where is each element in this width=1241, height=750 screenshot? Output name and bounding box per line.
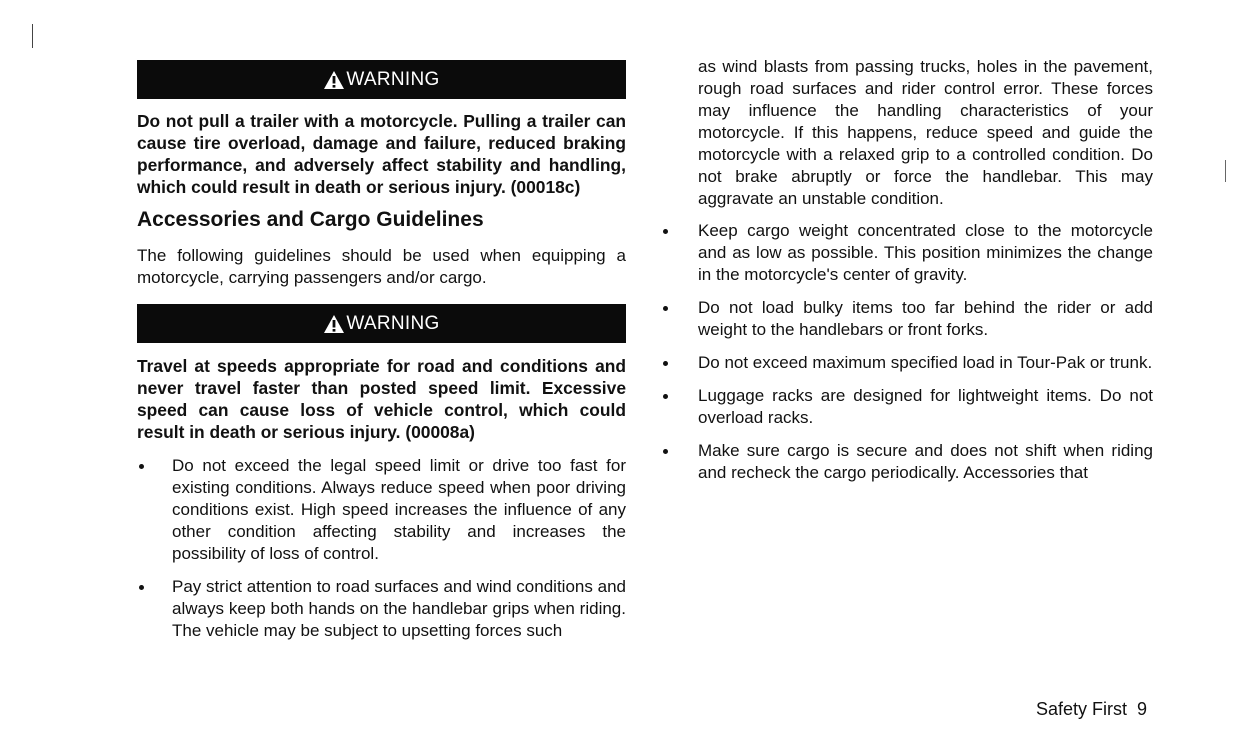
warning-block bbox=[137, 304, 626, 443]
warning-label: WARNING bbox=[346, 68, 440, 90]
bullet-icon bbox=[663, 361, 668, 366]
page-edge-mark bbox=[32, 24, 33, 48]
page-number: 9 bbox=[1137, 699, 1148, 719]
warning-triangle-icon bbox=[323, 314, 345, 334]
list-item-text: Do not load bulky items too far behind the rider or add weight to the handlebars or front forks. bbox=[698, 298, 1153, 339]
warning-banner bbox=[137, 60, 626, 99]
list-item-text: Keep cargo weight concentrated close to the motorcycle and as low as possible. This position minimizes the change in the motorcycle's center of gravity. bbox=[698, 221, 1153, 284]
warning-triangle-icon bbox=[323, 70, 345, 90]
bullet-icon bbox=[663, 306, 668, 311]
right-column bbox=[660, 56, 1153, 484]
left-column bbox=[137, 60, 626, 642]
list-item bbox=[660, 440, 1153, 484]
section-intro: The following guidelines should be used when equipping a motorcycle, carrying passengers and/or cargo. bbox=[137, 246, 626, 287]
list-item bbox=[660, 385, 1153, 429]
bullet-icon bbox=[663, 229, 668, 234]
bullet-icon bbox=[663, 394, 668, 399]
warning-text: Travel at speeds appropriate for road and conditions and never travel faster than posted speed limit. Excessive speed can cause loss of vehicle control, which could result in death or serious injury. (00008a) bbox=[137, 356, 626, 442]
guideline-list bbox=[137, 455, 626, 642]
warning-label: WARNING bbox=[346, 312, 440, 334]
list-item bbox=[660, 220, 1153, 286]
list-item bbox=[137, 455, 626, 565]
guideline-list bbox=[660, 220, 1153, 484]
bullet-icon bbox=[139, 464, 144, 469]
warning-text: Do not pull a trailer with a motorcycle. Pulling a trailer can cause tire overload, damage and failure, reduced braking performance, and adversely affect stability and handling, which could result in death or serious injury. (00018c) bbox=[137, 111, 626, 197]
continued-paragraph: as wind blasts from passing trucks, holes in the pavement, rough road surfaces and rider control error. These forces may influence the handling characteristics of your motorcycle. If this happens, reduce speed and guide the motorcycle with a relaxed grip to a controlled condition. Do not brake abruptly or force the handlebar. This may aggravate an unstable condition. bbox=[698, 57, 1153, 208]
list-item-text: Make sure cargo is secure and does not shift when riding and recheck the cargo periodically. Accessories that bbox=[698, 441, 1153, 482]
section-heading: Accessories and Cargo Guidelines bbox=[137, 208, 484, 231]
page-footer bbox=[1036, 698, 1147, 720]
bullet-icon bbox=[663, 449, 668, 454]
footer-section-title: Safety First bbox=[1036, 699, 1128, 719]
list-item-text: Do not exceed the legal speed limit or drive too fast for existing conditions. Always reduce speed when poor driving conditions exist. High speed increases the influence of any other condition affecting stability and increases the possibility of loss of control. bbox=[172, 456, 626, 563]
list-item-text: Do not exceed maximum specified load in Tour-Pak or trunk. bbox=[698, 353, 1153, 372]
bullet-icon bbox=[139, 585, 144, 590]
list-item bbox=[137, 576, 626, 642]
warning-block bbox=[137, 60, 626, 198]
warning-banner bbox=[137, 304, 626, 343]
list-item-text: Pay strict attention to road surfaces and wind conditions and always keep both hands on the handlebar grips when riding. The vehicle may be subject to upsetting forces such bbox=[172, 577, 626, 640]
page-edge-mark bbox=[1225, 160, 1226, 182]
list-item-text: Luggage racks are designed for lightweight items. Do not overload racks. bbox=[698, 386, 1153, 427]
list-item bbox=[660, 297, 1153, 341]
list-item bbox=[660, 352, 1153, 374]
